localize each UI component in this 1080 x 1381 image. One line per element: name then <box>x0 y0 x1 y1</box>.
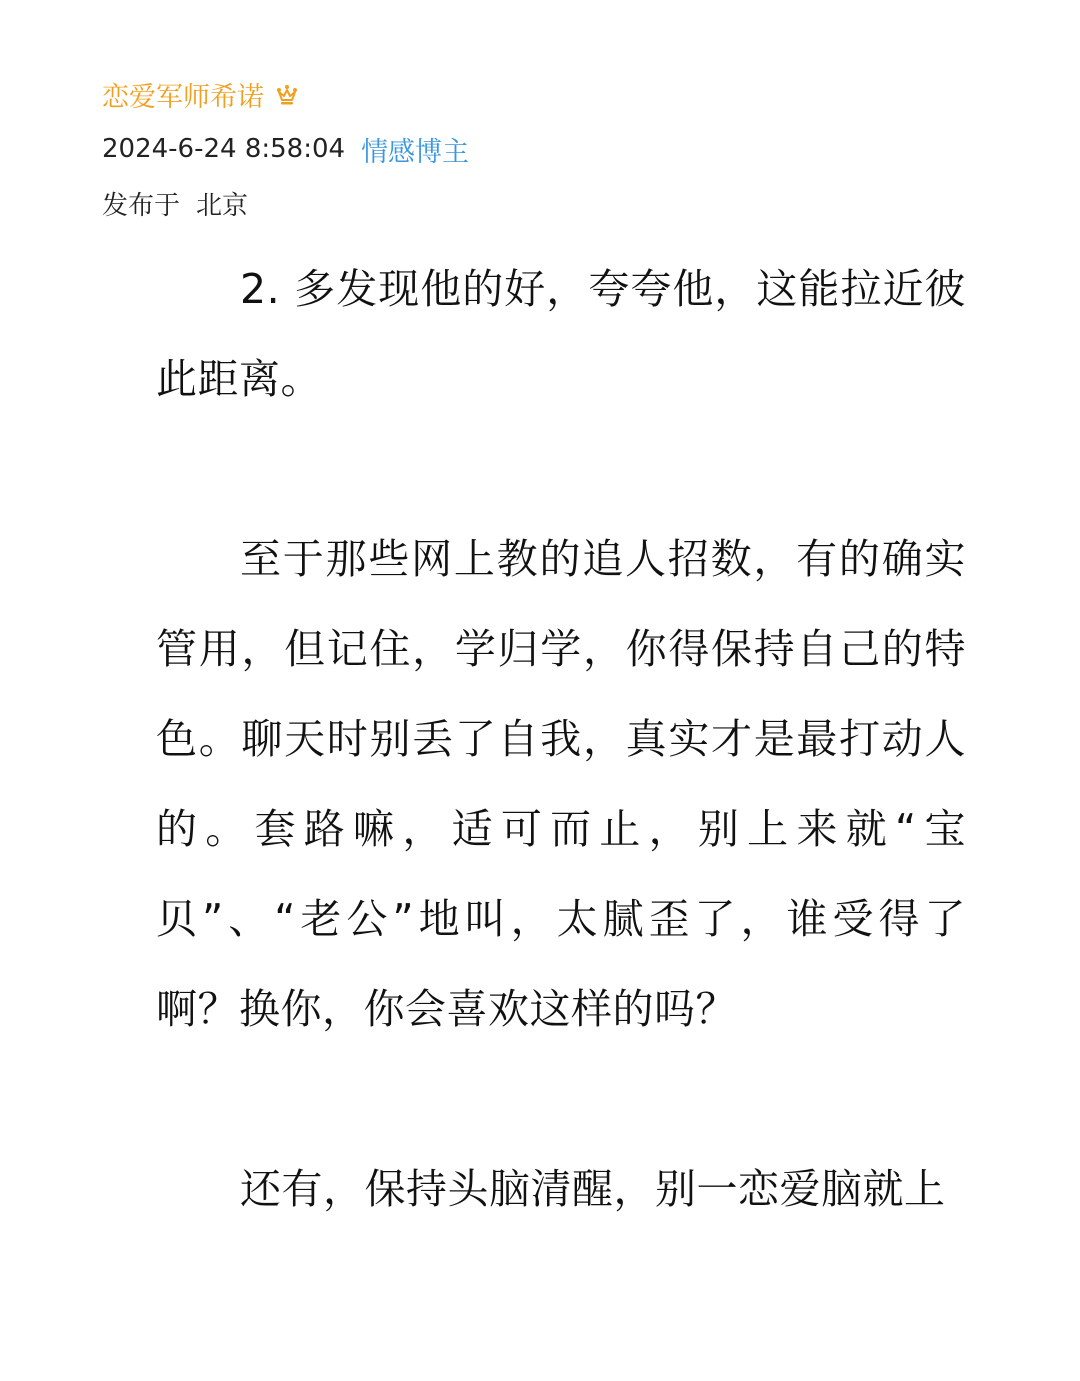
crown-icon <box>276 84 298 106</box>
post-content <box>156 244 966 1234</box>
post-timestamp: 2024-6-24 8:58:04 <box>102 134 346 164</box>
location-value: 北京 <box>196 190 249 221</box>
author-badge[interactable]: 情感博主 <box>361 136 470 168</box>
content-paragraph: 还有，保持头脑清醒，别一恋爱脑就上 <box>240 1165 946 1213</box>
author-name[interactable]: 恋爱军师希诺 <box>102 81 264 113</box>
post-header <box>102 70 1020 226</box>
location-label: 发布于 <box>102 190 181 221</box>
content-paragraph: 至于那些网上教的追人招数，有的确实管用，但记住，学归学，你得保持自己的特色。聊天时别丢了自我，真实才是最打动人的。套路嘛，适可而止，别上来就“宝贝”、“老公”地叫，太腻歪了，谁受得了啊？换你，你会喜欢这样的吗？ <box>156 535 966 1033</box>
content-paragraph: 2. 多发现他的好，夸夸他，这能拉近彼此距离。 <box>156 265 966 403</box>
location-row <box>102 180 1020 226</box>
author-row <box>102 70 1020 118</box>
meta-row <box>102 126 1020 172</box>
